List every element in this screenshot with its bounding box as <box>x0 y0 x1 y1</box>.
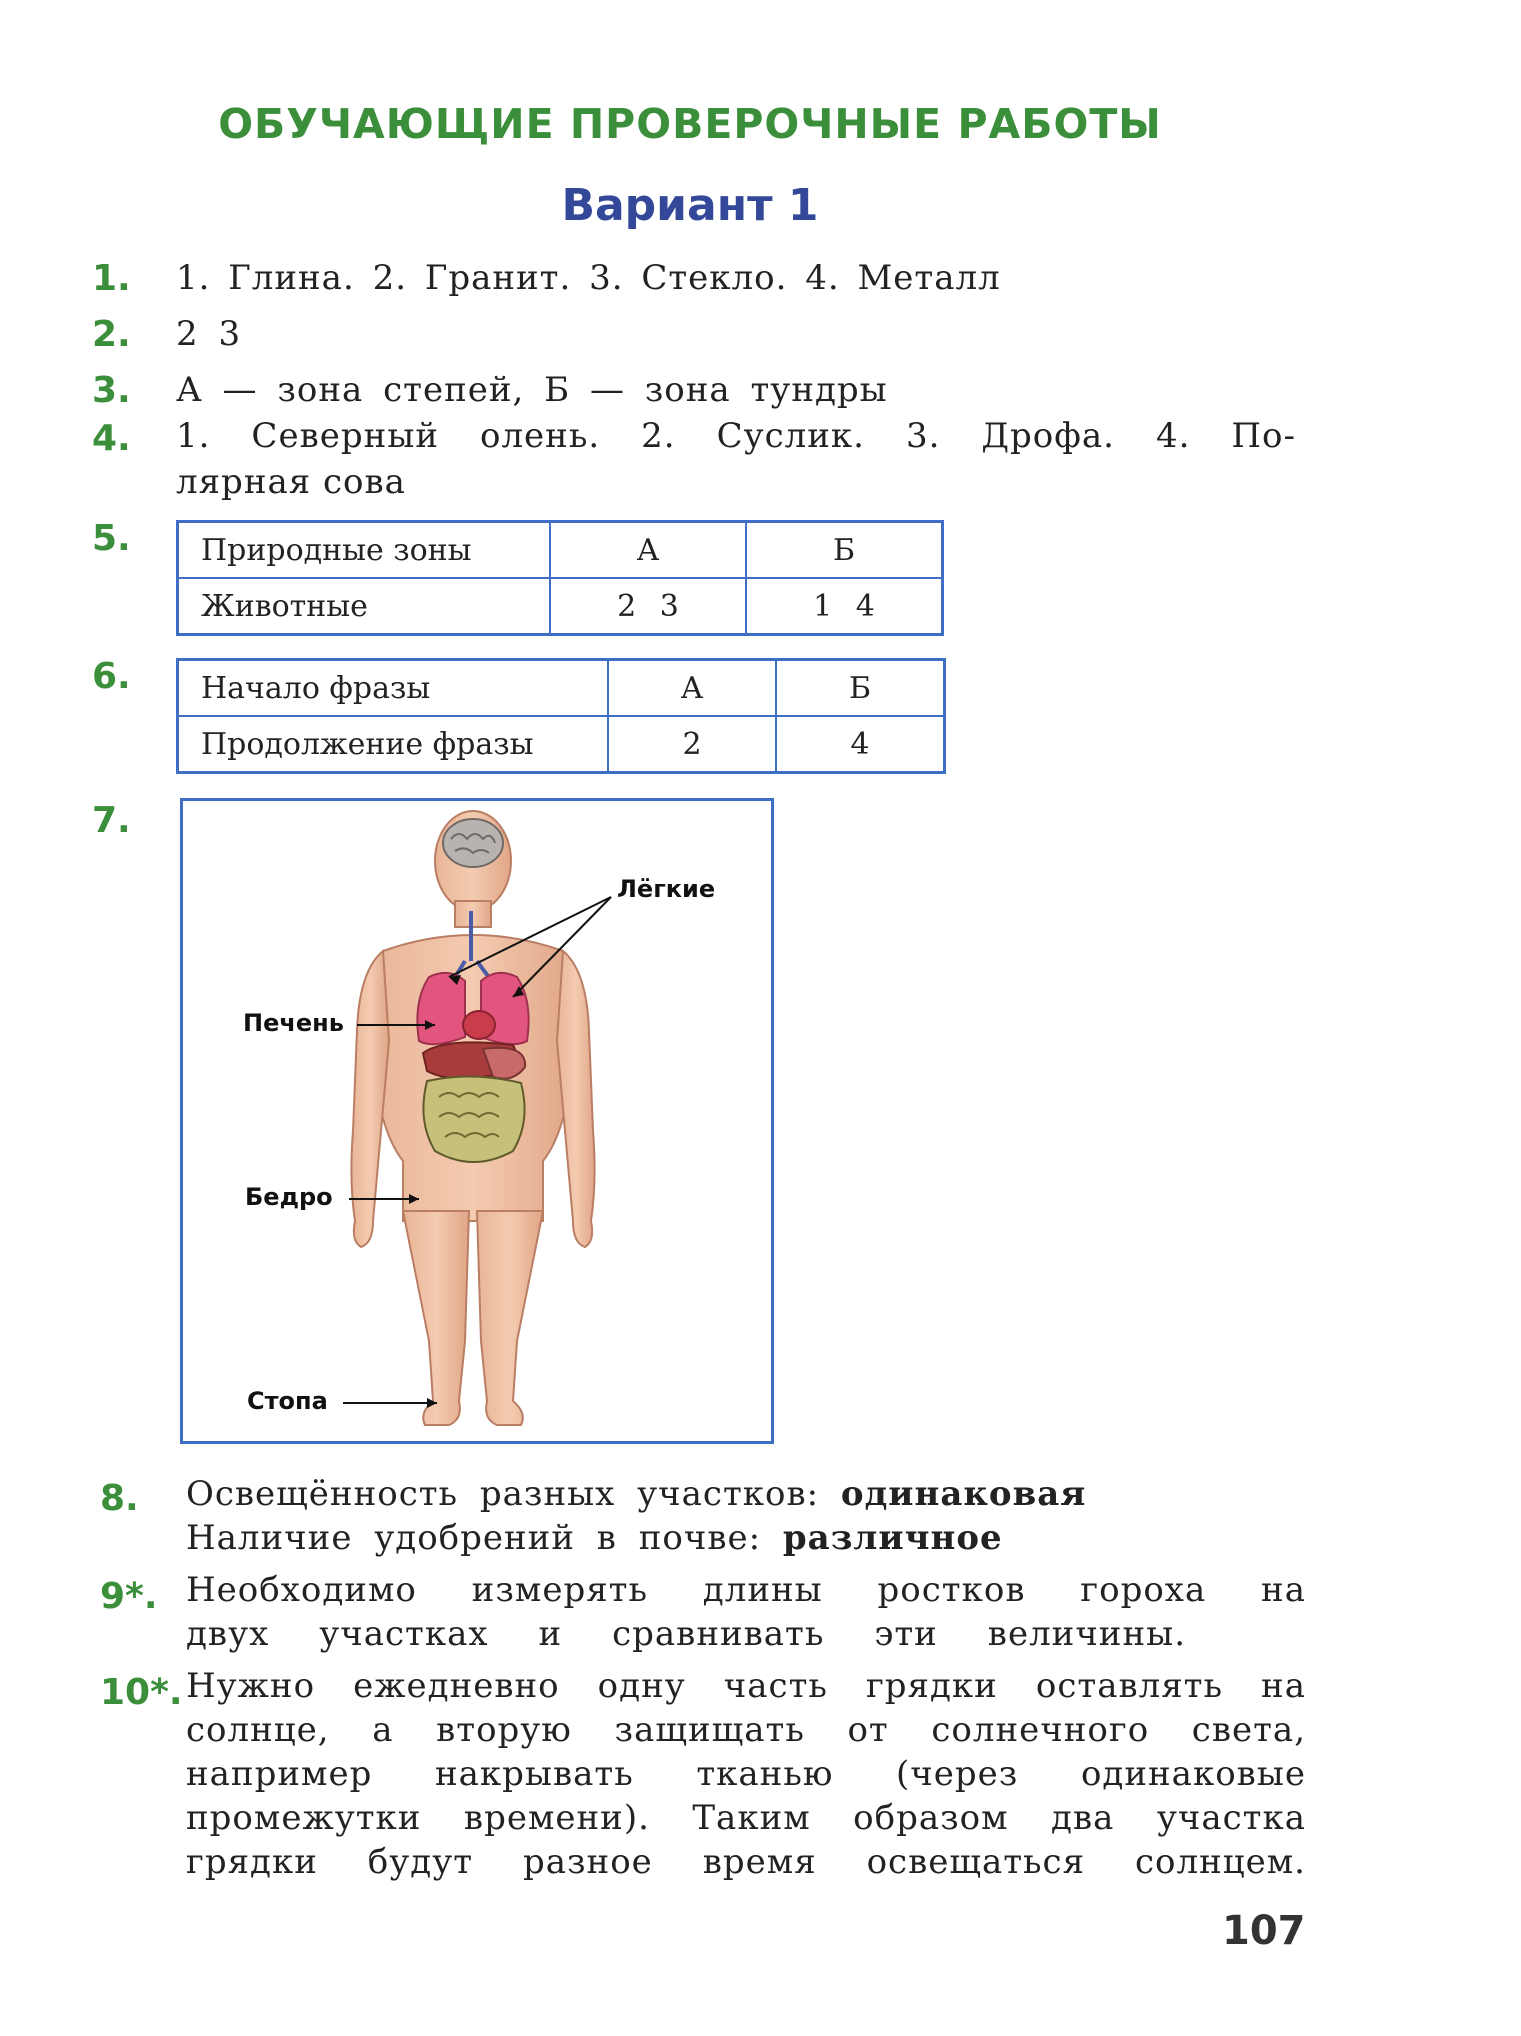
answer-9-line-2: двух участках и сравнивать эти величины. <box>186 1614 1186 1654</box>
answer-number-6: 6. <box>92 656 131 697</box>
answer-number-7: 7. <box>92 800 131 841</box>
table-cell: 2 3 <box>550 578 746 635</box>
answer-10-line-3: например накрывать тканью (через одинаковые <box>186 1754 1306 1794</box>
answer-8-line-2-text: Наличие удобрений в почве: <box>186 1518 783 1558</box>
table-cell: Продолжение фразы <box>178 716 609 773</box>
label-lungs: Лёгкие <box>617 875 716 903</box>
answer-10-line-5: грядки будут разное время освещаться солнцем. <box>186 1842 1306 1882</box>
answer-10-line-1: Нужно ежедневно одну часть грядки оставлять на <box>186 1666 1306 1706</box>
table-cell: Б <box>746 522 943 579</box>
table-cell: Животные <box>178 578 551 635</box>
answer-number-9: 9*. <box>100 1576 158 1617</box>
answer-number-3: 3. <box>92 370 131 411</box>
label-thigh: Бедро <box>245 1183 333 1211</box>
table-row <box>178 716 945 773</box>
table-cell: А <box>550 522 746 579</box>
table-cell: 1 4 <box>746 578 943 635</box>
table-row <box>178 660 945 717</box>
answer-2: 2 3 <box>176 314 242 354</box>
answer-5-table <box>176 520 944 636</box>
label-liver: Печень <box>243 1009 344 1037</box>
table-cell: А <box>608 660 776 717</box>
page-title: ОБУЧАЮЩИЕ ПРОВЕРОЧНЫЕ РАБОТЫ <box>218 100 1162 148</box>
answer-number-1: 1. <box>92 258 131 299</box>
table-cell: Природные зоны <box>178 522 551 579</box>
answer-8-line-2-bold: различное <box>782 1518 1003 1558</box>
answer-4-line-1: 1. Северный олень. 2. Суслик. 3. Дрофа. 4. По- <box>176 416 1296 456</box>
answer-number-4: 4. <box>92 418 131 459</box>
table-cell: Б <box>776 660 945 717</box>
table-cell: 2 <box>608 716 776 773</box>
anatomy-figure <box>180 798 774 1444</box>
answer-4-line-2: лярная сова <box>176 462 406 502</box>
answer-8-line-1-text: Освещённость разных участков: <box>186 1474 841 1514</box>
answer-number-10: 10*. <box>100 1672 183 1713</box>
label-foot: Стопа <box>247 1387 328 1415</box>
table-cell: 4 <box>776 716 945 773</box>
answer-10-line-2: солнце, а вторую защищать от солнечного света, <box>186 1710 1306 1750</box>
table-cell: Начало фразы <box>178 660 609 717</box>
answer-number-5: 5. <box>92 518 131 559</box>
table-row <box>178 578 943 635</box>
answer-10-line-4: промежутки времени). Таким образом два участка <box>186 1798 1306 1838</box>
variant-title: Вариант 1 <box>561 180 819 231</box>
answer-6-table <box>176 658 946 774</box>
answer-9-line-1: Необходимо измерять длины ростков гороха на <box>186 1570 1306 1610</box>
answer-number-2: 2. <box>92 314 131 355</box>
answer-8-line-1 <box>186 1472 1326 1516</box>
answer-8-line-2 <box>186 1516 1326 1560</box>
answer-number-8: 8. <box>100 1478 139 1519</box>
answer-8-line-1-bold: одинаковая <box>840 1474 1087 1514</box>
table-row <box>178 522 943 579</box>
answer-3: А — зона степей, Б — зона тундры <box>176 370 888 410</box>
page-number: 107 <box>1222 1908 1306 1954</box>
answer-1: 1. Глина. 2. Гранит. 3. Стекло. 4. Металл <box>176 258 1001 298</box>
